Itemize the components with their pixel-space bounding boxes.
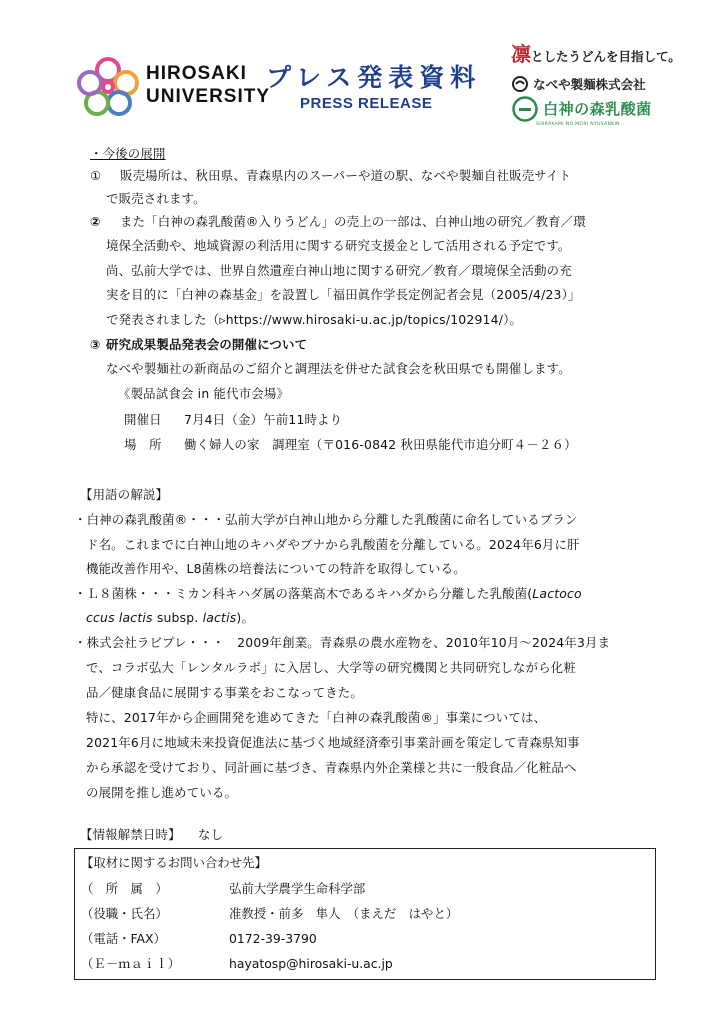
- company-logo-icon: [512, 76, 528, 92]
- species-name: Lactoco: [532, 586, 582, 601]
- glossary-term-line: の展開を推し進めている。: [86, 785, 238, 800]
- species-name: lactis: [202, 610, 237, 625]
- item2-number: ②: [90, 214, 101, 229]
- item1-line: で販売されます。: [106, 191, 206, 206]
- contact-heading: 【取材に関するお問い合わせ先】: [81, 855, 267, 870]
- glossary-term-line: 2021年6月に地域未来投資促進法に基づく地域経済牽引事業計画を策定して青森県知事: [86, 735, 580, 750]
- brand: [512, 96, 652, 122]
- item1-number: ①: [90, 168, 102, 183]
- glossary-text: subsp.: [152, 610, 203, 625]
- event-date-label: 開催日: [124, 412, 162, 427]
- item2-line: 境保全活動や、地域資源の利活用に関する研究支援金として活用される予定です。: [106, 238, 571, 253]
- press-subtitle: PRESS RELEASE: [300, 95, 433, 112]
- contact-affiliation: 弘前大学農学生命科学部: [229, 881, 366, 896]
- event-place: 働く婦人の家 調理室（〒016-0842 秋田県能代市追分町４－２６）: [184, 437, 577, 452]
- event-title: 《製品試食会 in 能代市会場》: [118, 386, 290, 401]
- glossary-term-line: 特に、2017年から企画開発を進めてきた「白神の森乳酸菌®」事業については、: [86, 710, 547, 725]
- species-name: ccus lactis: [86, 610, 153, 625]
- event-date: 7月4日（金）午前11時より: [184, 412, 343, 427]
- item1-line: 販売場所は、秋田県、青森県内のスーパーや道の駅、なべや製麺自社販売サイト: [120, 168, 572, 183]
- glossary-heading: 【用語の解説】: [80, 487, 169, 502]
- glossary-term-line: 機能改善作用や、L8菌株の培養法についての特許を取得している。: [86, 561, 466, 576]
- glossary-term-line: から承認を受けており、同計画に基づき、青森県内外企業様と共に一般食品／化粧品へ: [86, 760, 577, 775]
- item3-number: ③: [90, 337, 101, 352]
- university-name-line2: UNIVERSITY: [146, 86, 271, 107]
- item2-line: 尚、弘前大学では、世界自然遺産白神山地に関する研究／教育／環境保全活動の充: [106, 263, 572, 278]
- glossary-term-line: ド名。これまでに白神山地のキハダやブナから乳酸菌を分離している。2024年6月に肝: [86, 537, 580, 552]
- press-title: プレス発表資料: [266, 63, 482, 92]
- section-heading: ・今後の展開: [90, 146, 166, 161]
- contact-email[interactable]: hayatosp@hirosaki-u.ac.jp: [229, 956, 393, 971]
- contact-label: （Ｅ－ｍａｉｌ）: [81, 956, 181, 971]
- glossary-term-line: ・株式会社ラビプレ・・・ 2009年創業。青森県の農水産物を、2010年10月～2024年3月ま: [74, 635, 611, 650]
- company-name: なべや製麺株式会社: [533, 77, 646, 92]
- contact-label: （役職・氏名）: [81, 906, 168, 921]
- glossary-term-line: [86, 610, 254, 626]
- glossary-term-line: ・白神の森乳酸菌®・・・弘前大学が白神山地から分離した乳酸菌に命名しているブラン: [74, 512, 578, 527]
- company: [512, 74, 646, 93]
- glossary-term-line: [74, 586, 582, 602]
- university-name-line1: HIROSAKI: [146, 63, 247, 84]
- item2-link-line[interactable]: で発表されました（▹https://www.hirosaki-u.ac.jp/topics/102914/）。: [106, 312, 523, 327]
- contact-box: [74, 848, 656, 980]
- event-place-label: 場 所: [124, 437, 162, 452]
- glossary-text: )。: [236, 610, 255, 625]
- item3-line: なべや製麺社の新商品のご紹介と調理法を併せた試食会を秋田県でも開催します。: [106, 361, 571, 376]
- contact-name: 准教授・前多 隼人 （まえだ はやと）: [229, 906, 459, 921]
- contact-phone: 0172-39-3790: [229, 931, 317, 946]
- contact-label: （ 所 属 ）: [81, 881, 168, 896]
- item3-title: 研究成果製品発表会の開催について: [106, 337, 308, 352]
- embargo-value: なし: [198, 827, 224, 842]
- slogan-text: としたうどんを目指して。: [531, 49, 681, 64]
- contact-label: （電話・FAX）: [81, 931, 166, 946]
- brand-logo-icon: [512, 96, 538, 122]
- glossary-text: ・Ｌ８菌株・・・ミカン科キハダ属の落葉高木であるキハダから分離した乳酸菌(: [74, 586, 533, 601]
- brand-subtitle: SHIRAKAMI NO MORI NYUSANKIN: [536, 122, 620, 127]
- glossary-term-line: 品／健康食品に展開する事業をおこなってきた。: [86, 685, 363, 700]
- glossary-term-line: で、コラボ弘大「レンタルラボ」に入居し、大学等の研究機関と共同研究しながら化粧: [86, 660, 576, 675]
- embargo-label: 【情報解禁日時】: [80, 827, 181, 842]
- brand-name: 白神の森乳酸菌: [543, 100, 652, 118]
- slogan-char: 凛: [511, 42, 531, 66]
- university-logo-icon: [76, 56, 140, 116]
- slogan: [511, 38, 681, 67]
- item2-line: 実を目的に「白神の森基金」を設置し「福田眞作学長定例記者会見（2005/4/23）」: [106, 287, 581, 302]
- item2-line: また「白神の森乳酸菌®入りうどん」の売上の一部は、白神山地の研究／教育／環: [120, 214, 586, 229]
